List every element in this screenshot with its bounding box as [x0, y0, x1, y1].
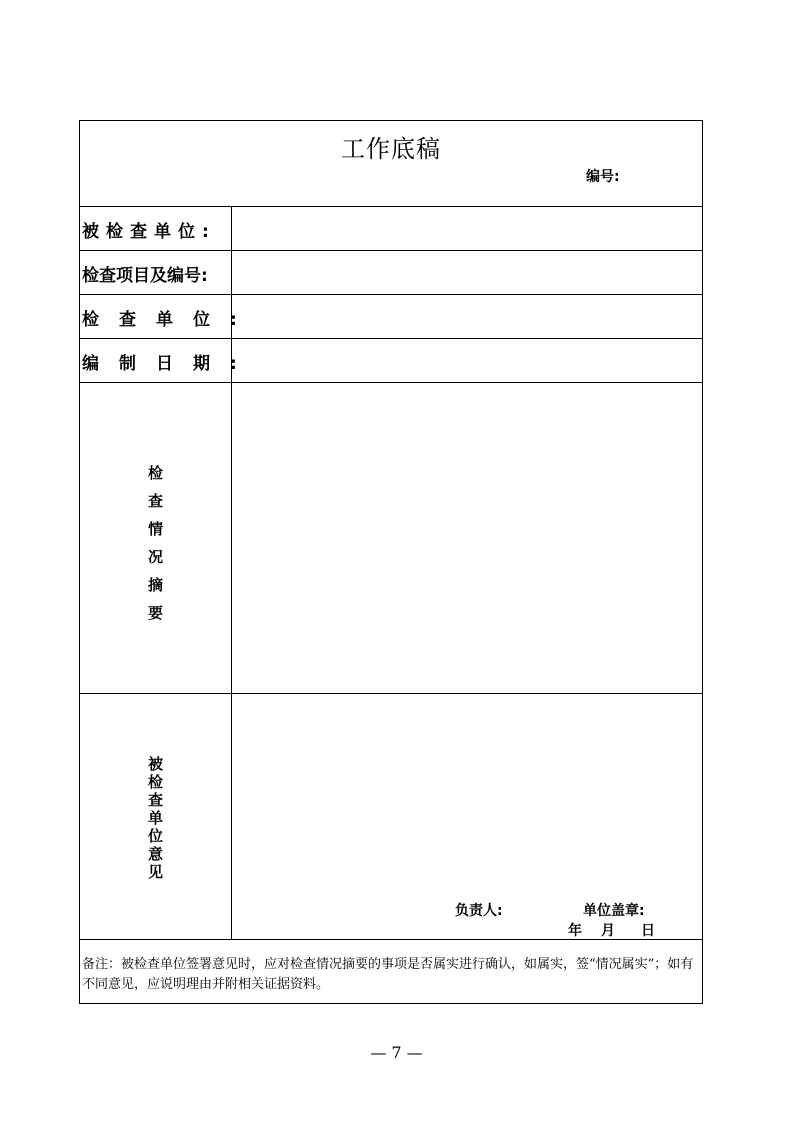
opinion-char: 查: [147, 791, 163, 809]
inspection-summary-label: [80, 459, 231, 627]
summary-char: 检: [147, 464, 163, 482]
inspecting-unit-field[interactable]: [232, 295, 702, 338]
compile-date-label: 编制日期:: [82, 354, 257, 374]
day-label: 日: [641, 923, 655, 939]
inspection-summary-field[interactable]: [232, 383, 702, 693]
opinion-char: 检: [147, 773, 163, 791]
opinion-char: 单: [147, 809, 163, 827]
opinion-char: 位: [147, 827, 163, 845]
inspected-unit-field[interactable]: [232, 207, 702, 250]
summary-char: 况: [147, 548, 163, 566]
compile-date-field[interactable]: [232, 339, 702, 382]
opinion-char: 被: [147, 755, 163, 773]
form-title: 工作底稿: [341, 135, 441, 163]
inspected-unit-opinion-label: [80, 755, 231, 881]
summary-char: 查: [147, 492, 163, 510]
opinion-char: 见: [147, 863, 163, 881]
month-label: 月: [601, 923, 615, 939]
year-label: 年: [568, 923, 582, 939]
page-number: — 7 —: [370, 1043, 423, 1062]
inspection-item-field[interactable]: [232, 251, 702, 294]
work-paper-form: [79, 120, 703, 1004]
summary-char: 摘: [147, 576, 163, 594]
summary-char: 要: [147, 604, 163, 622]
unit-seal-label: 单位盖章:: [583, 903, 645, 919]
opinion-char: 意: [147, 845, 163, 863]
person-in-charge-label: 负责人:: [455, 903, 503, 919]
label-text: 被检查单位:: [82, 222, 216, 242]
inspecting-unit-label: 检查单位:: [82, 310, 257, 330]
inspected-unit-label: [82, 217, 228, 242]
inspection-item-label: 检查项目及编号:: [82, 266, 208, 286]
remarks-note: 备注：被检查单位签署意见时，应对检查情况摘要的事项是否属实进行确认，如属实，签“情况属实”；如有不同意见，应说明理由并附相关证据资料。: [82, 957, 694, 992]
serial-number-label: 编号:: [586, 169, 620, 185]
summary-char: 情: [147, 520, 163, 538]
